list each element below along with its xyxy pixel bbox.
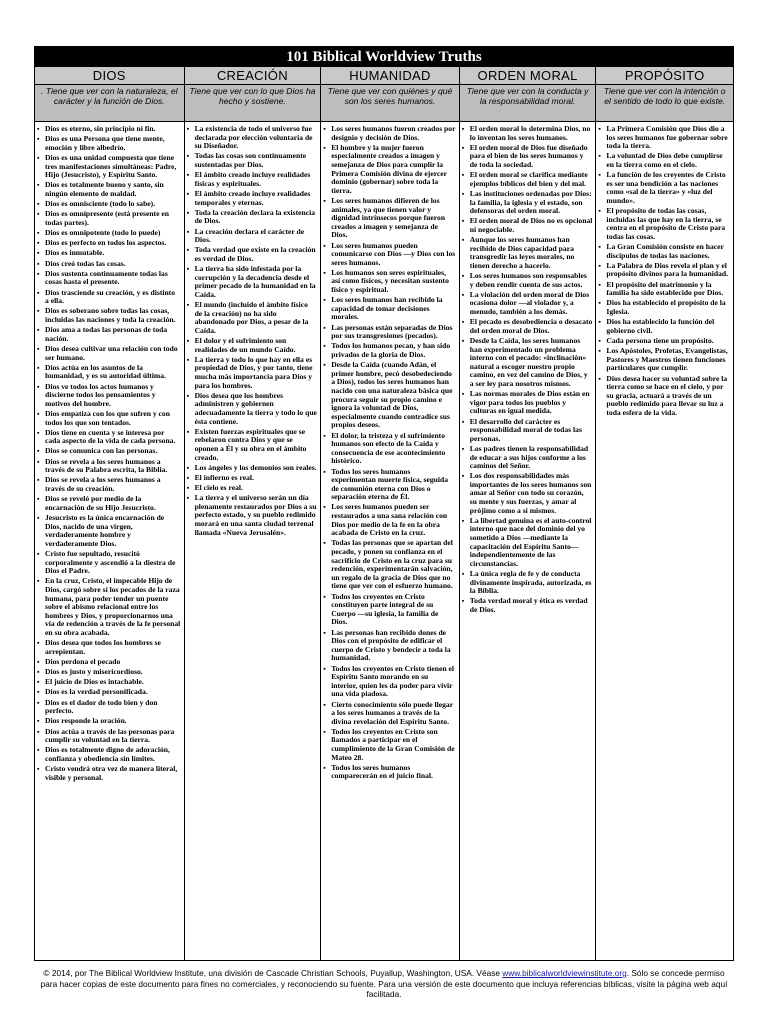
truth-item: ▪ Dios creó todas las cosas. <box>37 260 181 269</box>
truth-item: ▪ Existen fuerzas espirituales que se rebelaron contra Dios y que se oponen a Él y su obra en el ámbito creado. <box>187 428 318 462</box>
truth-item: ▪ La Gran Comisión consiste en hacer discípulos de todas las naciones. <box>598 243 730 260</box>
truth-item: ▪ Desde la Caída, los seres humanos han experimentado un problema interno con el pecado: «inclinación» natural a escoger nuestro propio camino, en vez del camino de Dios, y a ser ley para nosotros mismos. <box>462 337 593 389</box>
truth-item: ▪ En la cruz, Cristo, el impecable Hijo de Dios, cargó sobre sí los pecados de la raza humana, para poder tender un puente sobre el abismo relacional entre los hombres y Dios, y proporcionarnos una vía de redención a través de la fe personal en su obra acabada. <box>37 577 181 637</box>
worldview-chart <box>34 46 734 961</box>
column-heading: PROPÓSITO <box>596 67 733 85</box>
truth-item: ▪ El orden moral de Dios fue diseñado para el bien de los seres humanos y de toda la sociedad. <box>462 144 593 170</box>
truth-item: ▪ Dios tiene en cuenta y se interesa por cada aspecto de la vida de cada persona. <box>37 429 181 446</box>
truth-item: ▪ La función de los creyentes de Cristo es ser una bendición a las naciones como «sal de la tierra» y «luz del mundo». <box>598 171 730 205</box>
truth-item: ▪ Dios trasciende su creación, y es distinto a ella. <box>37 289 181 306</box>
truth-item: ▪ Los seres humanos pueden ser restaurados a una sana relación con Dios por medio de la fe en la obra acabada de Cristo en la cruz. <box>323 503 456 537</box>
truth-item: ▪ Cristo vendrá otra vez de manera literal, visible y personal. <box>37 765 181 782</box>
truth-item: ▪ Dios es totalmente bueno y santo, sin ningún elemento de maldad. <box>37 181 181 198</box>
truth-item: ▪ Dios desea que todos los hombres se arrepientan. <box>37 639 181 656</box>
truth-item: ▪ Dios es perfecto en todos los aspectos. <box>37 239 181 248</box>
truth-item: ▪ Dios es soberano sobre todas las cosas, incluidas las naciones y toda la creación. <box>37 307 181 324</box>
truth-item: ▪ La única regla de fe y de conducta divinamente inspirada, autorizada, es la Biblia. <box>462 570 593 596</box>
truth-item: ▪ Dios es omnisciente (todo lo sabe). <box>37 200 181 209</box>
truth-item: ▪ Los seres humanos pueden comunicarse con Dios —y Dios con los seres humanos. <box>323 242 456 268</box>
truth-item: ▪ Dios actúa en los asuntos de la humanidad, y es su autoridad última. <box>37 364 181 381</box>
truth-item: ▪ Dios ama a todas las personas de toda nación. <box>37 326 181 343</box>
truth-item: ▪ El dolor y el sufrimiento son realidades de un mundo Caído. <box>187 337 318 354</box>
truth-item: ▪ Los dos responsabilidades más importantes de los seres humanos son amar al Señor con todo su corazón, su mente y sus fuerzas, y amar al prójimo como a sí mismos. <box>462 472 593 515</box>
truth-item: ▪ Dios es una unidad compuesta que tiene tres manifestaciones simultáneas: Padre, Hijo (Jesucristo), y Espíritu Santo. <box>37 154 181 180</box>
truth-item: ▪ Dios se revela a los seres humanos a través de su creación. <box>37 476 181 493</box>
truth-item: ▪ El orden moral de Dios no es opcional ni negociable. <box>462 217 593 234</box>
truth-item: ▪ La tierra y todo lo que hay en ella es propiedad de Dios, y por tanto, tiene mucha más importancia para Dios y para los hombres. <box>187 356 318 390</box>
truth-item: ▪ Dios es justo y misericordioso. <box>37 668 181 677</box>
column-heading: HUMANIDAD <box>321 67 459 85</box>
truth-item: ▪ La tierra ha sido infestada por la corrupción y la decadencia desde el primer pecado de la humanidad en la Caída. <box>187 265 318 299</box>
truth-item: ▪ Toda verdad moral y ética es verdad de Dios. <box>462 597 593 614</box>
truth-item: ▪ Todos los seres humanos experimentan muerte física, seguida de comunión eterna con Dios o separación eterna de Él. <box>323 468 456 502</box>
truth-item: ▪ Dios ve todos los actos humanos y discierne todos los pensamientos y motivos del hombre. <box>37 383 181 409</box>
truth-item: ▪ Dios desea que los hombres administren y gobiernen adecuadamente la tierra y todo lo que ésta contiene. <box>187 392 318 426</box>
truth-item: ▪ La Primera Comisión que Dios dio a los seres humanos fue gobernar sobre toda la tierra. <box>598 125 730 151</box>
truth-item: ▪ Los ángeles y los demonios son reales. <box>187 464 318 473</box>
truth-list <box>596 122 733 418</box>
truth-item: ▪ Toda verdad que existe en la creación es verdad de Dios. <box>187 246 318 263</box>
truth-item: ▪ La Palabra de Dios revela el plan y el propósito divinos para la humanidad. <box>598 262 730 279</box>
truth-item: ▪ Dios es una Persona que tiene mente, emoción y libre albedrío. <box>37 135 181 152</box>
truth-item: ▪ Dios actúa a través de las personas para cumplir su voluntad en la tierra. <box>37 728 181 745</box>
truth-item: ▪ El orden moral se clarifica mediante ejemplos bíblicos del bien y del mal. <box>462 171 593 188</box>
truth-item: ▪ Dios ha establecido el propósito de la Iglesia. <box>598 299 730 316</box>
truth-item: ▪ Dios se reveló por medio de la encarnación de su Hijo Jesucristo. <box>37 495 181 512</box>
truth-item: ▪ Dios ha establecido la función del gobierno civil. <box>598 318 730 335</box>
column-heading: ORDEN MORAL <box>460 67 596 85</box>
truth-item: ▪ Toda la creación declara la existencia de Dios. <box>187 209 318 226</box>
truth-item: ▪ Dios es omnipresente (está presente en todas partes). <box>37 210 181 227</box>
truth-item: ▪ Jesucristo es la única encarnación de Dios, nacido de una virgen, verdaderamente hombre y verdaderamente Dios. <box>37 514 181 548</box>
truth-item: ▪ La libertad genuina es el auto-control interno que nace del dominio del yo sometido a Dios —mediante la capacitación del Espíritu Santo— independientemente de las circunstancias. <box>462 517 593 569</box>
truth-item: ▪ La voluntad de Dios debe cumplirse en la tierra como en el cielo. <box>598 152 730 169</box>
column-dios <box>35 67 185 960</box>
truth-item: ▪ Dios es el dador de todo bien y don perfecto. <box>37 699 181 716</box>
truth-item: ▪ El orden moral lo determina Dios, no lo inventan los seres humanos. <box>462 125 593 142</box>
truth-item: ▪ Los Apóstoles, Profetas, Evangelistas, Pastores y Maestros tienen funciones particulares que cumplir. <box>598 347 730 373</box>
truth-item: ▪ Todos los creyentes en Cristo son llamados a participar en el cumplimiento de la Gran Comisión de Mateo 28. <box>323 728 456 762</box>
truth-list <box>185 122 321 537</box>
truth-item: ▪ El propósito de todas las cosas, incluidas las que hay en la tierra, se centra en el propósito de Cristo para todas las cosas. <box>598 207 730 241</box>
column-heading: DIOS <box>35 67 184 85</box>
columns-grid <box>35 67 733 960</box>
truth-list <box>321 122 459 781</box>
truth-item: ▪ Desde la Caída (cuando Adán, el primer hombre, pecó desobedeciendo a Dios), todos los seres humanos han nacido con una naturaleza básica que procura seguir su propio camino e ignora la voluntad de Dios, especialmente cuando contradice sus propios deseos. <box>323 361 456 430</box>
truth-item: ▪ Todas las cosas son continuamente sustentadas por Dios. <box>187 152 318 169</box>
footer-text: © 2014, por The Biblical Worldview Institute, una división de Cascade Christian Schools, Puyallup, Washington, USA. Véase <box>43 968 503 978</box>
footer-text-end: . Sólo se concede permiso para hacer copias de este documento para fines no comerciales, y reconociendo su fuente. Para una versión de este documento que incluya referencias bíblicas, visite la página web aquí facilitada. <box>40 968 728 999</box>
truth-item: ▪ Todos los creyentes en Cristo tienen el Espíritu Santo morando en su interior, quien les da poder para vivir una vida piadosa. <box>323 665 456 699</box>
truth-item: ▪ Los padres tienen la responsabilidad de educar a sus hijos conforme a los caminos del Señor. <box>462 445 593 471</box>
column-orden-moral <box>460 67 597 960</box>
column-creacion <box>185 67 322 960</box>
truth-item: ▪ Dios empatiza con los que sufren y con todos los que son tentados. <box>37 410 181 427</box>
truth-item: ▪ El mundo (incluido el ámbito físico de la creación) no ha sido abandonado por Dios, a pesar de la Caída. <box>187 301 318 335</box>
column-subtitle: . Tiene que ver con la naturaleza, el carácter y la función de Dios. <box>35 85 184 122</box>
truth-item: ▪ La violación del orden moral de Dios ocasiona dolor —al violador y, a menudo, también a los demás. <box>462 291 593 317</box>
truth-item: ▪ El juicio de Dios es intachable. <box>37 678 181 687</box>
truth-item: ▪ Dios responde la oración. <box>37 717 181 726</box>
truth-list <box>460 122 596 615</box>
truth-item: ▪ Cierto conocimiento sólo puede llegar a los seres humanos a través de la divina revelación del Espíritu Santo. <box>323 701 456 727</box>
truth-item: ▪ Dios perdona el pecado <box>37 658 181 667</box>
truth-item: ▪ La creación declara el carácter de Dios. <box>187 228 318 245</box>
truth-item: ▪ El ámbito creado incluye realidades temporales y eternas. <box>187 190 318 207</box>
truth-item: ▪ El infierno es real. <box>187 474 318 483</box>
copyright-footer <box>34 968 734 1000</box>
truth-item: ▪ Los seres humanos fueron creados por designio y decisión de Dios. <box>323 125 456 142</box>
truth-item: ▪ Las instituciones ordenadas por Dios: la familia, la iglesia y el estado, son defensoras del orden moral. <box>462 190 593 216</box>
truth-item: ▪ Los seres humanos son responsables y deben rendir cuenta de sus actos. <box>462 272 593 289</box>
truth-item: ▪ La existencia de todo el universo fue declarada por elección voluntaria de su Diseñador. <box>187 125 318 151</box>
column-subtitle: Tiene que ver con la intención o el sentido de todo lo que existe. <box>596 85 733 122</box>
truth-item: ▪ Las personas han recibido dones de Dios con el propósito de edificar el cuerpo de Cristo y bendecir a toda la humanidad. <box>323 629 456 663</box>
truth-item: ▪ Todos los creyentes en Cristo constituyen parte integral de su Cuerpo —su iglesia, la familia de Dios. <box>323 593 456 627</box>
column-proposito <box>596 67 733 960</box>
truth-item: ▪ Dios es totalmente digno de adoración, confianza y obediencia sin límites. <box>37 746 181 763</box>
column-subtitle: Tiene que ver con lo que Dios ha hecho y sostiene. <box>185 85 321 122</box>
truth-item: ▪ El pecado es desobediencia o desacato del orden moral de Dios. <box>462 318 593 335</box>
truth-item: ▪ El desarrollo del carácter es responsabilidad moral de todas las personas. <box>462 418 593 444</box>
column-subtitle: Tiene que ver con quiénes y qué son los seres humanos. <box>321 85 459 122</box>
truth-item: ▪ Las normas morales de Dios están en vigor para todos los pueblos y culturas en igual medida. <box>462 390 593 416</box>
truth-item: ▪ Los seres humanos han recibido la capacidad de tomar decisiones morales. <box>323 296 456 322</box>
institute-link[interactable]: www.biblicalworldviewinstitute.org <box>502 968 627 978</box>
truth-item: ▪ Los seres humanos difieren de los animales, ya que tienen valor y dignidad intrínsecos porque fueron creados a imagen y semejanza de Dios. <box>323 197 456 240</box>
column-subtitle: Tiene que ver con la conducta y la responsabilidad moral. <box>460 85 596 122</box>
truth-item: ▪ Aunque los seres humanos han recibido de Dios capacidad para transgredir las leyes morales, no tienen derecho a hacerlo. <box>462 236 593 270</box>
truth-item: ▪ Dios se comunica con las personas. <box>37 447 181 456</box>
truth-item: ▪ Cristo fue sepultado, resucitó corporalmente y ascendió a la diestra de Dios el Padre. <box>37 550 181 576</box>
truth-item: ▪ Las personas están separadas de Dios por sus transgresiones (pecados). <box>323 324 456 341</box>
truth-list <box>35 122 184 782</box>
column-heading: CREACIÓN <box>185 67 321 85</box>
column-humanidad <box>321 67 460 960</box>
truth-item: ▪ Cada persona tiene un propósito. <box>598 337 730 346</box>
truth-item: ▪ El ámbito creado incluye realidades físicas y espirituales. <box>187 171 318 188</box>
truth-item: ▪ La tierra y el universo serán un día plenamente restaurados por Dios a su perfecto estado, y su pueblo redimido morará en una santa ciudad terrenal llamada «Nueva Jerusalén». <box>187 494 318 537</box>
truth-item: ▪ Dios se revela a los seres humanos a través de su Palabra escrita, la Biblia. <box>37 458 181 475</box>
truth-item: ▪ Dios desea hacer su voluntad sobre la tierra como se hace en el cielo, y por su gracia, actuará a través de un pueblo redimido para llevar su luz a toda esfera de la vida. <box>598 375 730 418</box>
truth-item: ▪ Todas las personas que se apartan del pecado, y ponen su confianza en el sacrificio de Cristo en la cruz para su redención, experimentarán salvación, un regalo de la gracia de Dios que no tiene que ver con el esfuerzo humano. <box>323 539 456 591</box>
truth-item: ▪ El dolor, la tristeza y el sufrimiento humanos son efecto de la Caída y consecuencia de ese acontecimiento histórico. <box>323 432 456 466</box>
truth-item: ▪ El hombre y la mujer fueron especialmente creados a imagen y semejanza de Dios para cumplir la Primera Comisión divina de ejercer dominio (gobernar) sobre toda la tierra. <box>323 144 456 196</box>
truth-item: ▪ Dios desea cultivar una relación con todo ser humano. <box>37 345 181 362</box>
truth-item: ▪ El propósito del matrimonio y la familia ha sido establecido por Dios. <box>598 281 730 298</box>
truth-item: ▪ Dios es eterno, sin principio ni fin. <box>37 125 181 134</box>
truth-item: ▪ Los humanos son seres espirituales, así como físicos, y necesitan sustento físico y espiritual. <box>323 269 456 295</box>
truth-item: ▪ Dios es la verdad personificada. <box>37 688 181 697</box>
truth-item: ▪ Dios es omnipotente (todo lo puede) <box>37 229 181 238</box>
chart-title: 101 Biblical Worldview Truths <box>35 47 733 67</box>
truth-item: ▪ Dios es inmutable. <box>37 249 181 258</box>
truth-item: ▪ Todos los humanos pecan, y han sido privados de la gloria de Dios. <box>323 342 456 359</box>
truth-item: ▪ Dios sustenta continuamente todas las cosas hasta el presente. <box>37 270 181 287</box>
truth-item: ▪ Todos los seres humanos comparecerán en el juicio final. <box>323 764 456 781</box>
truth-item: ▪ El cielo es real. <box>187 484 318 493</box>
